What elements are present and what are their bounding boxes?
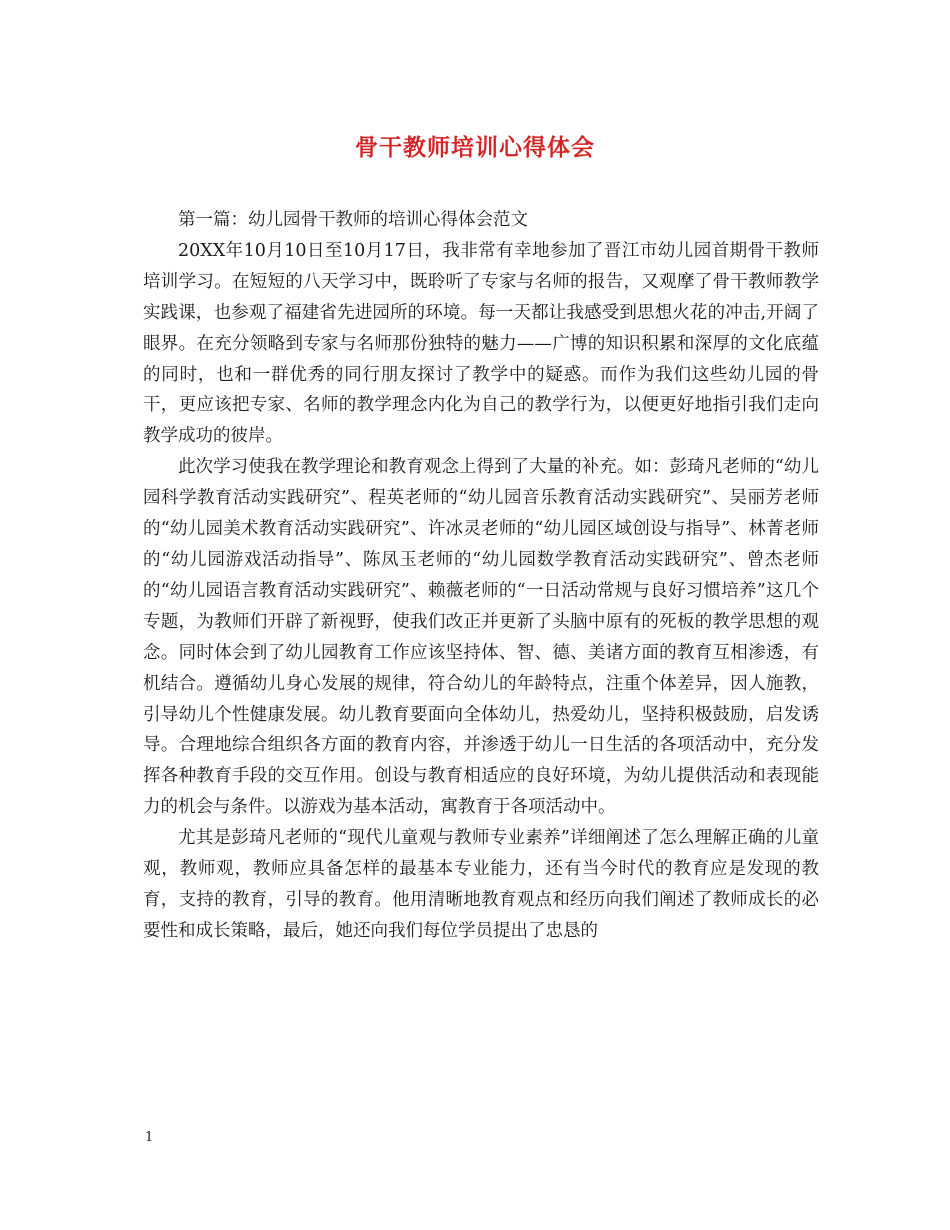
paragraph-peng-lecture: 尤其是彭琦凡老师的“现代儿童观与教师专业素养”详细阐述了怎么理解正确的儿童观，教师观，教师应具备怎样的最基本专业能力，还有当今时代的教育应是发现的教育，支持的教育，引导的教育。他用清晰地教育观点和经历向我们阐述了教师成长的必要性和成长策略，最后，她还向我们每位学员提出了忠恳的 — [143, 828, 819, 941]
document-body — [143, 205, 819, 947]
page-number: 1 — [145, 1130, 154, 1145]
paragraph-learning-content: 此次学习使我在教学理论和教育观念上得到了大量的补充。如：彭琦凡老师的“幼儿园科学教育活动实践研究”、程英老师的“幼儿园音乐教育活动实践研究”、吴丽芳老师的“幼儿园美术教育活动实践研究”、许冰灵老师的“幼儿园区域创设与指导”、林菁老师的“幼儿园游戏活动指导”、陈凤玉老师的“幼儿园数学教育活动实践研究”、曾杰老师的“幼儿园语言教育活动实践研究”、赖薇老师的“一日活动常规与良好习惯培养”这几个专题，为教师们开辟了新视野，使我们改正并更新了头脑中原有的死板的教学思想的观念。同时体会到了幼儿园教育工作应该坚持体、智、德、美诸方面的教育互相渗透，有机结合。遵循幼儿身心发展的规律，符合幼儿的年龄特点，注重个体差异，因人施教，引导幼儿个性健康发展。幼儿教育要面向全体幼儿，热爱幼儿，坚持积极鼓励，启发诱导。合理地综合组织各方面的教育内容，并渗透于幼儿一日生活的各项活动中，充分发挥各种教育手段的交互作用。创设与教育相适应的良好环境，为幼儿提供活动和表现能力的机会与条件。以游戏为基本活动，寓教育于各项活动中。 — [143, 457, 819, 818]
document-title: 骨干教师培训心得体会 — [355, 134, 595, 161]
paragraph-section-heading: 第一篇：幼儿园骨干教师的培训心得体会范文 — [178, 210, 528, 230]
paragraph-training-intro: 20XX年10月10日至10月17日，我非常有幸地参加了晋江市幼儿园首期骨干教师培训学习。在短短的八天学习中，既聆听了专家与名师的报告，又观摩了骨干教师教学实践课，也参观了福建省先进园所的环境。每一天都让我感受到思想火花的冲击,开阔了眼界。在充分领略到专家与名师那份独特的魅力——广博的知识积累和深厚的文化底蕴的同时，也和一群优秀的同行朋友探讨了教学中的疑惑。而作为我们这些幼儿园的骨干，更应该把专家、名师的教学理念内化为自己的教学行为，以便更好地指引我们走向教学成功的彼岸。 — [143, 240, 819, 447]
